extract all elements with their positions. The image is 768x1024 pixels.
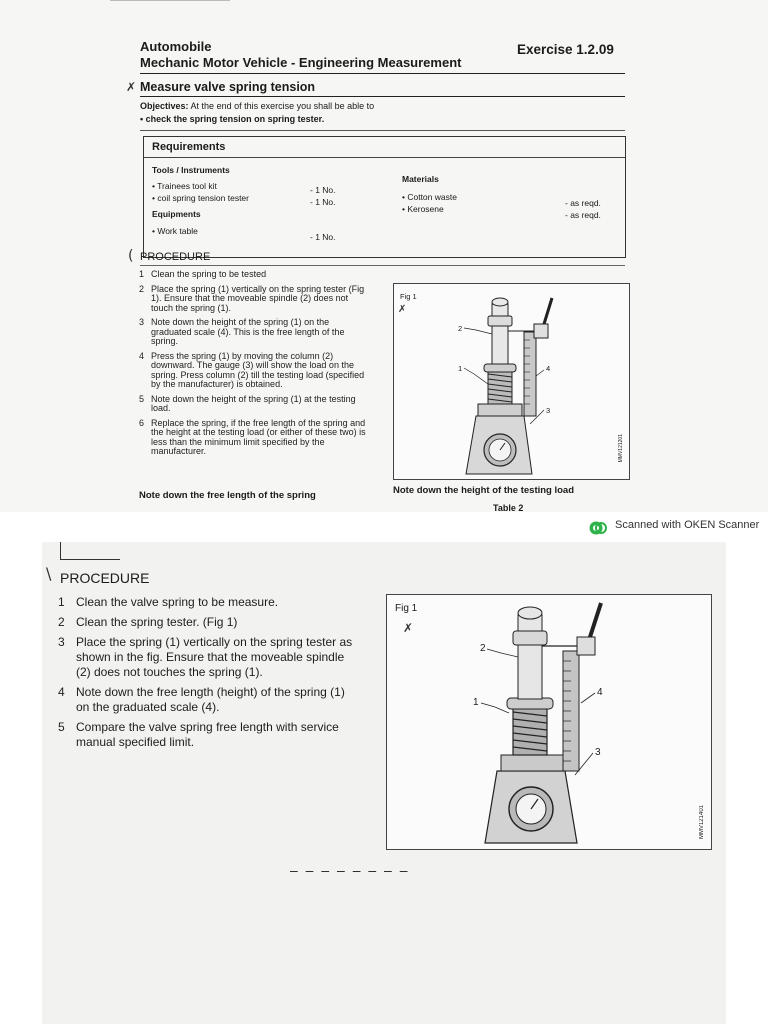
procedure-steps [139,270,370,457]
figure-spring-tester-bottom [386,594,712,850]
table-label: Table 2 [493,503,524,512]
callout-2: 2 [458,324,463,333]
fig-label: Fig 1 [395,603,418,614]
material-qty-2: - as reqd. [565,210,601,220]
spring-tester-drawing [394,284,629,479]
procedure-step: 3 Place the spring (1) vertically on the spring tester as shown in the fig. Ensure that the moveable spindle (2) does not touches the spring (1). [58,635,353,679]
procedure-heading: PROCEDURE [60,570,150,586]
procedure-heading: PROCEDURE [140,251,211,263]
procedure-step: 3 Note down the height of the spring (1) on the graduated scale (4). This is the free length of the spring. [139,317,345,346]
note-free-length: Note down the free length of the spring [139,490,316,501]
objectives [140,101,374,111]
fig-code: MMV121401 [699,805,705,840]
callout-3: 3 [595,747,601,758]
callout-1: 1 [458,364,463,373]
hand-mark: ✗ [403,621,414,635]
fig-code: MMV121201 [618,434,624,463]
equipment-item-1: • Work table [152,226,198,236]
callout-4: 4 [597,687,603,698]
callout-4: 4 [546,364,551,373]
scanner-banner-text: Scanned with OKEN Scanner [615,519,760,531]
scanned-page-bottom [42,542,726,1024]
requirements-divider [144,157,625,158]
header-rule [140,73,625,74]
tool-item-1: • Trainees tool kit [152,181,217,191]
material-item-1: • Cotton waste [402,192,457,202]
header-subject: Automobile [140,39,212,54]
page-edge-line [60,559,120,560]
material-item-2: • Kerosene [402,204,444,214]
tool-qty-2: - 1 No. [310,197,336,207]
hand-bracket: ( [128,248,134,264]
procedure-rule [140,265,625,266]
equipments-heading: Equipments [152,209,201,219]
requirements-title: Requirements [152,141,226,153]
requirements-box [143,136,626,258]
objective-item: • check the spring tension on spring tester. [140,114,325,124]
hand-bracket: \ [46,564,52,583]
procedure-step: 4 Press the spring (1) by moving the column (2) downward. The gauge (3) will show the load on the spring. Press column (2) till the testing load (specified by the manufacturer) is obtained. [139,350,365,389]
callout-3: 3 [546,406,551,415]
oken-scanner-icon [589,520,607,536]
hand-mark: ✗ [398,304,407,315]
exercise-number: Exercise 1.2.09 [517,42,614,57]
note-testing-load: Note down the height of the testing load [393,485,575,496]
tool-qty-1: - 1 No. [310,185,336,195]
procedure-step: 1 Clean the valve spring to be measure. [58,595,279,609]
objectives-rule [140,130,625,131]
procedure-step: 1 Clean the spring to be tested [139,269,267,279]
page-edge-line [60,542,61,560]
callout-1: 1 [473,697,479,708]
hand-mark: ✗ [126,80,137,94]
procedure-step: 6 Replace the spring, if the free length of the spring and the height at the testing load (or either of these two) is less than the minimum limit specified by the manufacturer. [139,417,366,456]
tool-item-2: • coil spring tension tester [152,193,249,203]
procedure-step: 5 Compare the valve spring free length with service manual specified limit. [58,720,339,749]
procedure-step: 4 Note down the free length (height) of the spring (1) on the graduated scale (4). [58,685,345,714]
tools-heading: Tools / Instruments [152,165,230,175]
objectives-label: Objectives: [140,101,189,111]
figure-spring-tester-top [393,283,630,480]
procedure-step: 5 Note down the height of the spring (1) at the testing load. [139,393,356,413]
page-edge-line [110,0,230,1]
callout-2: 2 [480,643,486,654]
procedure-steps [58,595,358,750]
objectives-text: At the end of this exercise you shall be able to [190,101,375,111]
equipment-qty-1: - 1 No. [310,232,336,242]
material-qty-1: - as reqd. [565,198,601,208]
exercise-title: Measure valve spring tension [140,80,316,94]
header-course: Mechanic Motor Vehicle - Engineering Measurement [140,55,462,70]
scanner-banner [0,512,768,542]
spring-tester-drawing [387,595,711,849]
title-rule [140,96,625,97]
fig-label: Fig 1 [400,292,417,301]
procedure-step: 2 Clean the spring tester. (Fig 1) [58,615,238,629]
procedure-step: 2 Place the spring (1) vertically on the spring tester (Fig 1). Ensure that the moveable spindle (2) does not touch the spring (1). [139,283,365,313]
materials-heading: Materials [402,174,439,184]
dashed-separator: – – – – – – – – [290,862,410,878]
